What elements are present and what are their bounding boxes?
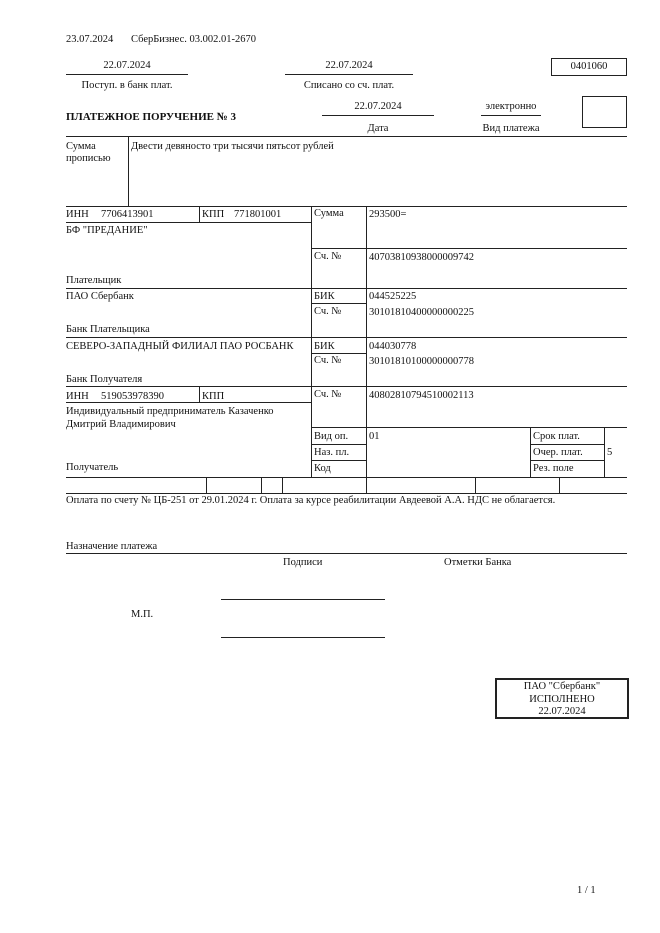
payer-kpp: 771801001 xyxy=(234,209,282,220)
payer-status-box xyxy=(582,96,627,128)
page-number: 1 / 1 xyxy=(577,885,596,896)
payer-bank-account-label: Сч. № xyxy=(314,306,342,317)
term-label: Срок плат. xyxy=(533,431,580,442)
payer-inn: 7706413901 xyxy=(101,209,154,220)
signature-line-1 xyxy=(221,599,385,600)
payee-bank-bik-line xyxy=(311,353,366,354)
payee-inn-line xyxy=(66,402,311,403)
payee-bank-role-label: Банк Получателя xyxy=(66,374,143,385)
payer-inn-label: ИНН xyxy=(66,209,89,220)
payer-account-label: Сч. № xyxy=(314,251,342,262)
payee-bank-bik-label: БИК xyxy=(314,341,335,352)
bank-stamp xyxy=(495,678,629,719)
op-type: 01 xyxy=(369,431,380,442)
purpose-text: Оплата по счету № ЦБ-251 от 29.01.2024 г. Оплата за курсе реабилитации Авдеевой А.А. НДС не облагается. xyxy=(66,495,556,506)
payer-role-label: Плательщик xyxy=(66,275,122,286)
payee-bank-bottom-line xyxy=(66,386,627,387)
payee-inn: 519053978390 xyxy=(101,391,164,402)
payer-bottom-line xyxy=(66,288,627,289)
payment-type: электронно xyxy=(485,101,537,112)
purpose-label: Назначение платежа xyxy=(66,541,158,552)
payee-bank-account-label: Сч. № xyxy=(314,355,342,366)
signature-line-2 xyxy=(221,637,385,638)
purpose-code-line xyxy=(311,460,366,461)
amount-top-line xyxy=(66,136,627,137)
codes-right-divider xyxy=(530,427,531,477)
payee-name-line-2: Дмитрий Владимирович xyxy=(66,419,176,430)
payer-account: 40703810938000009742 xyxy=(369,252,474,263)
purpose-bottom-line xyxy=(66,553,627,554)
page-title: ПЛАТЕЖНОЕ ПОРУЧЕНИЕ № 3 xyxy=(66,111,237,123)
amount-words-value: Двести девяносто три тысячи пятьсот рублей xyxy=(131,141,334,152)
payee-inn-kpp-divider xyxy=(199,386,200,402)
priority: 5 xyxy=(607,447,613,458)
reserve-label: Рез. поле xyxy=(533,463,574,474)
seal-label: М.П. xyxy=(131,609,154,620)
bank-marks-label: Отметки Банка xyxy=(444,557,512,568)
order-date-line xyxy=(322,115,434,116)
codes-top-line xyxy=(311,427,627,428)
payee-bank-name: СЕВЕРО-ЗАПАДНЫЙ ФИЛИАЛ ПАО РОСБАНК xyxy=(66,341,294,352)
payee-account: 40802810794510002113 xyxy=(369,390,474,401)
op-type-line xyxy=(311,444,366,445)
received-date: 22.07.2024 xyxy=(103,60,151,71)
sum-bottom-line xyxy=(311,248,627,249)
label-value-divider xyxy=(366,206,367,493)
received-label: Поступ. в банк плат. xyxy=(81,80,173,91)
payer-sum: 293500= xyxy=(369,209,407,220)
amount-words-label-1: Сумма xyxy=(66,141,96,152)
payer-bank-bottom-line xyxy=(66,337,627,338)
term-line xyxy=(530,444,604,445)
tax-cell-divider-3 xyxy=(282,477,283,493)
tax-cell-divider-4 xyxy=(475,477,476,493)
tax-row-top-line xyxy=(66,477,627,478)
payer-bank-role-label: Банк Плательщика xyxy=(66,324,150,335)
op-type-label: Вид оп. xyxy=(314,431,349,442)
code-label: Код xyxy=(314,463,331,474)
debited-date: 22.07.2024 xyxy=(325,60,373,71)
payee-role-label: Получатель xyxy=(66,462,119,473)
payer-name: БФ "ПРЕДАНИЕ" xyxy=(66,225,148,236)
tax-row-bottom-line xyxy=(66,493,627,494)
amount-bottom-line xyxy=(66,206,627,207)
amount-divider xyxy=(128,136,129,206)
payee-bank-account: 30101810100000000778 xyxy=(369,356,474,367)
payer-sum-label: Сумма xyxy=(314,208,344,219)
payer-bank-bik-line xyxy=(311,303,366,304)
payee-bank-bik: 044030778 xyxy=(369,341,417,352)
priority-label: Очер. плат. xyxy=(533,447,583,458)
received-date-line xyxy=(66,74,188,75)
payer-bank-account: 30101810400000000225 xyxy=(369,307,474,318)
stamp-bank: ПАО "Сбербанк" xyxy=(523,681,601,692)
order-date-label: Дата xyxy=(367,123,389,134)
payer-bank-name: ПАО Сбербанк xyxy=(66,291,134,302)
payer-bank-bik: 044525225 xyxy=(369,291,417,302)
stamp-date: 22.07.2024 xyxy=(538,706,586,717)
print-date: 23.07.2024 xyxy=(66,34,114,45)
payer-bank-bik-label: БИК xyxy=(314,291,335,302)
codes-right-value-divider xyxy=(604,427,605,477)
debited-label: Списано со сч. плат. xyxy=(303,80,395,91)
order-date: 22.07.2024 xyxy=(354,101,402,112)
center-divider xyxy=(311,206,312,477)
payer-kpp-label: КПП xyxy=(202,209,225,220)
priority-line xyxy=(530,460,604,461)
amount-words-label-2: прописью xyxy=(66,153,111,164)
debited-date-line xyxy=(285,74,413,75)
system-version: СберБизнес. 03.002.01-2670 xyxy=(131,34,256,45)
payer-inn-kpp-divider xyxy=(199,206,200,222)
payee-name-line-1: Индивидуальный предприниматель Казаченко xyxy=(66,406,274,417)
tax-cell-divider-5 xyxy=(559,477,560,493)
payee-kpp-label: КПП xyxy=(202,391,225,402)
tax-cell-divider-1 xyxy=(206,477,207,493)
payment-type-label: Вид платежа xyxy=(482,123,540,134)
stamp-status: ИСПОЛНЕНО xyxy=(529,693,595,705)
payment-type-line xyxy=(481,115,541,116)
purpose-code-label: Наз. пл. xyxy=(314,447,350,458)
payee-account-label: Сч. № xyxy=(314,389,342,400)
payer-inn-line xyxy=(66,222,311,223)
tax-cell-divider-2 xyxy=(261,477,262,493)
payee-inn-label: ИНН xyxy=(66,391,89,402)
signatures-label: Подписи xyxy=(283,557,323,568)
form-code: 0401060 xyxy=(570,61,608,72)
